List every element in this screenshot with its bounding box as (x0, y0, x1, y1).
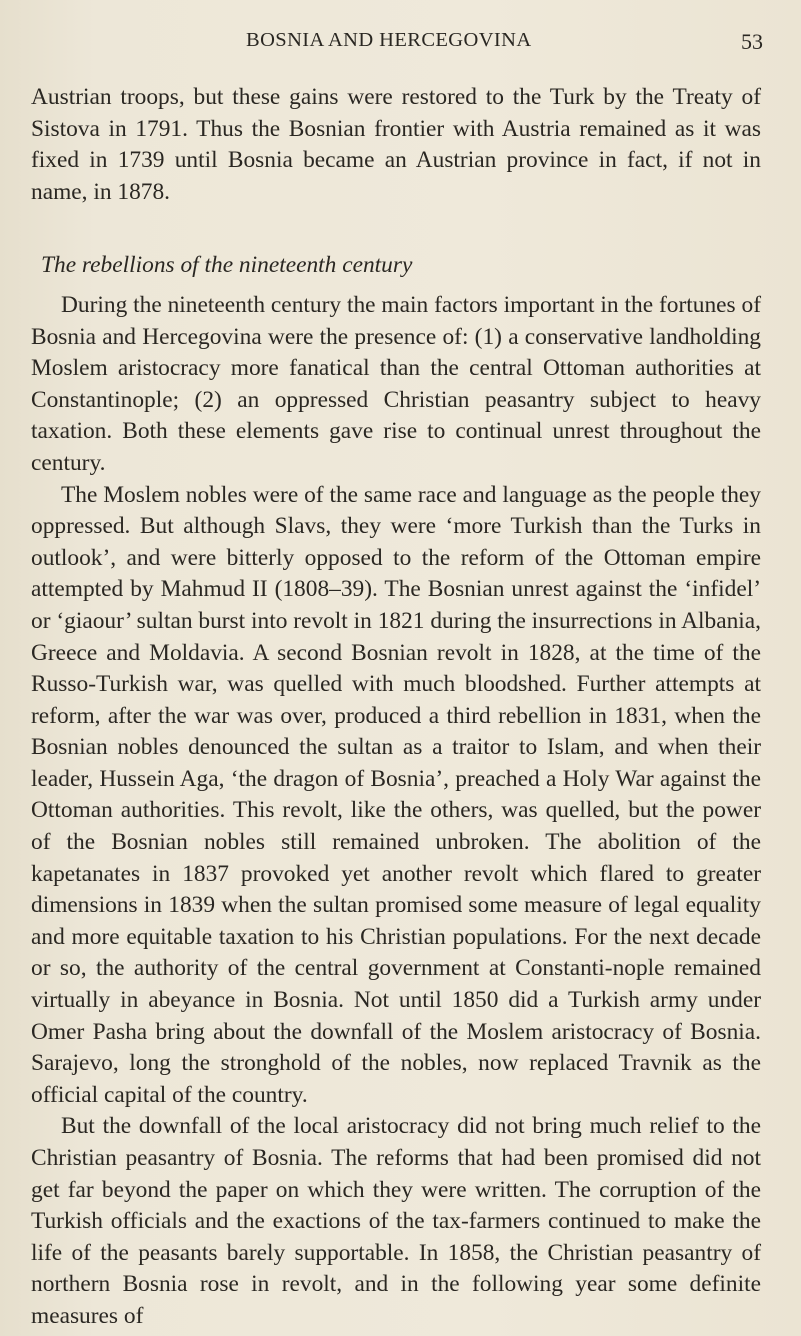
running-head (0, 21, 801, 61)
body-text (31, 82, 761, 1333)
section-heading: The rebellions of the nineteenth century (41, 252, 413, 279)
running-title: BOSNIA AND HERCEGOVINA (246, 29, 532, 51)
paragraph-continuation: Austrian troops, but these gains were restored to the Turk by the Treaty of Sistova in 1791. Thus the Bosnian frontier with Austria remained as it was fixed in 1739 until Bosnia became an Austrian province in fact, if not in name, in 1878. (31, 84, 761, 205)
paragraph: The Moslem nobles were of the same race and language as the people they oppressed. But although Slavs, they were ‘more Turkish than the Turks in outlook’, and were bitterly opposed to the reform of the Ottoman empire attempted by Mahmud II (1808–39). The Bosnian unrest against the ‘infidel’ or ‘giaour’ sultan burst into revolt in 1821 during the insurrections in Albania, Greece and Moldavia. A second Bosnian revolt in 1828, at the time of the Russo-Turkish war, was quelled with much bloodshed. Further attempts at reform, after the war was over, produced a third rebellion in 1831, when the Bosnian nobles denounced the sultan as a traitor to Islam, and when their leader, Hussein Aga, ‘the dragon of Bosnia’, preached a Holy War against the Ottoman authorities. This revolt, like the others, was quelled, but the power of the Bosnian nobles still remained unbroken. The abolition of the kapetanates in 1837 provoked yet another revolt which flared to greater dimensions in 1839 when the sultan promised some measure of legal equality and more equitable taxation to his Christian populations. For the next decade or so, the authority of the central government at Constanti-nople remained virtually in abeyance in Bosnia. Not until 1850 did a Turkish army under Omer Pasha bring about the downfall of the Moslem aristocracy of Bosnia. Sarajevo, long the stronghold of the nobles, now replaced Travnik as the official capital of the country. (31, 481, 761, 1108)
paragraph: But the downfall of the local aristocracy did not bring much relief to the Christian peasantry of Bosnia. The reforms that had been promised did not get far beyond the paper on which they were written. The corruption of the Turkish officials and the exactions of the tax-farmers continued to make the life of the peasants barely supportable. In 1858, the Christian peasantry of northern Bosnia rose in revolt, and in the following year some definite measures of (31, 1113, 761, 1329)
paragraph: During the nineteenth century the main factors important in the fortunes of Bosnia and Hercegovina were the presence of: (1) a conservative landholding Moslem aristocracy more fanatical than the central Ottoman authorities at Constantinople; (2) an oppressed Christian peasantry subject to heavy taxation. Both these elements gave rise to continual unrest throughout the century. (31, 291, 761, 476)
page-number: 53 (741, 29, 763, 54)
